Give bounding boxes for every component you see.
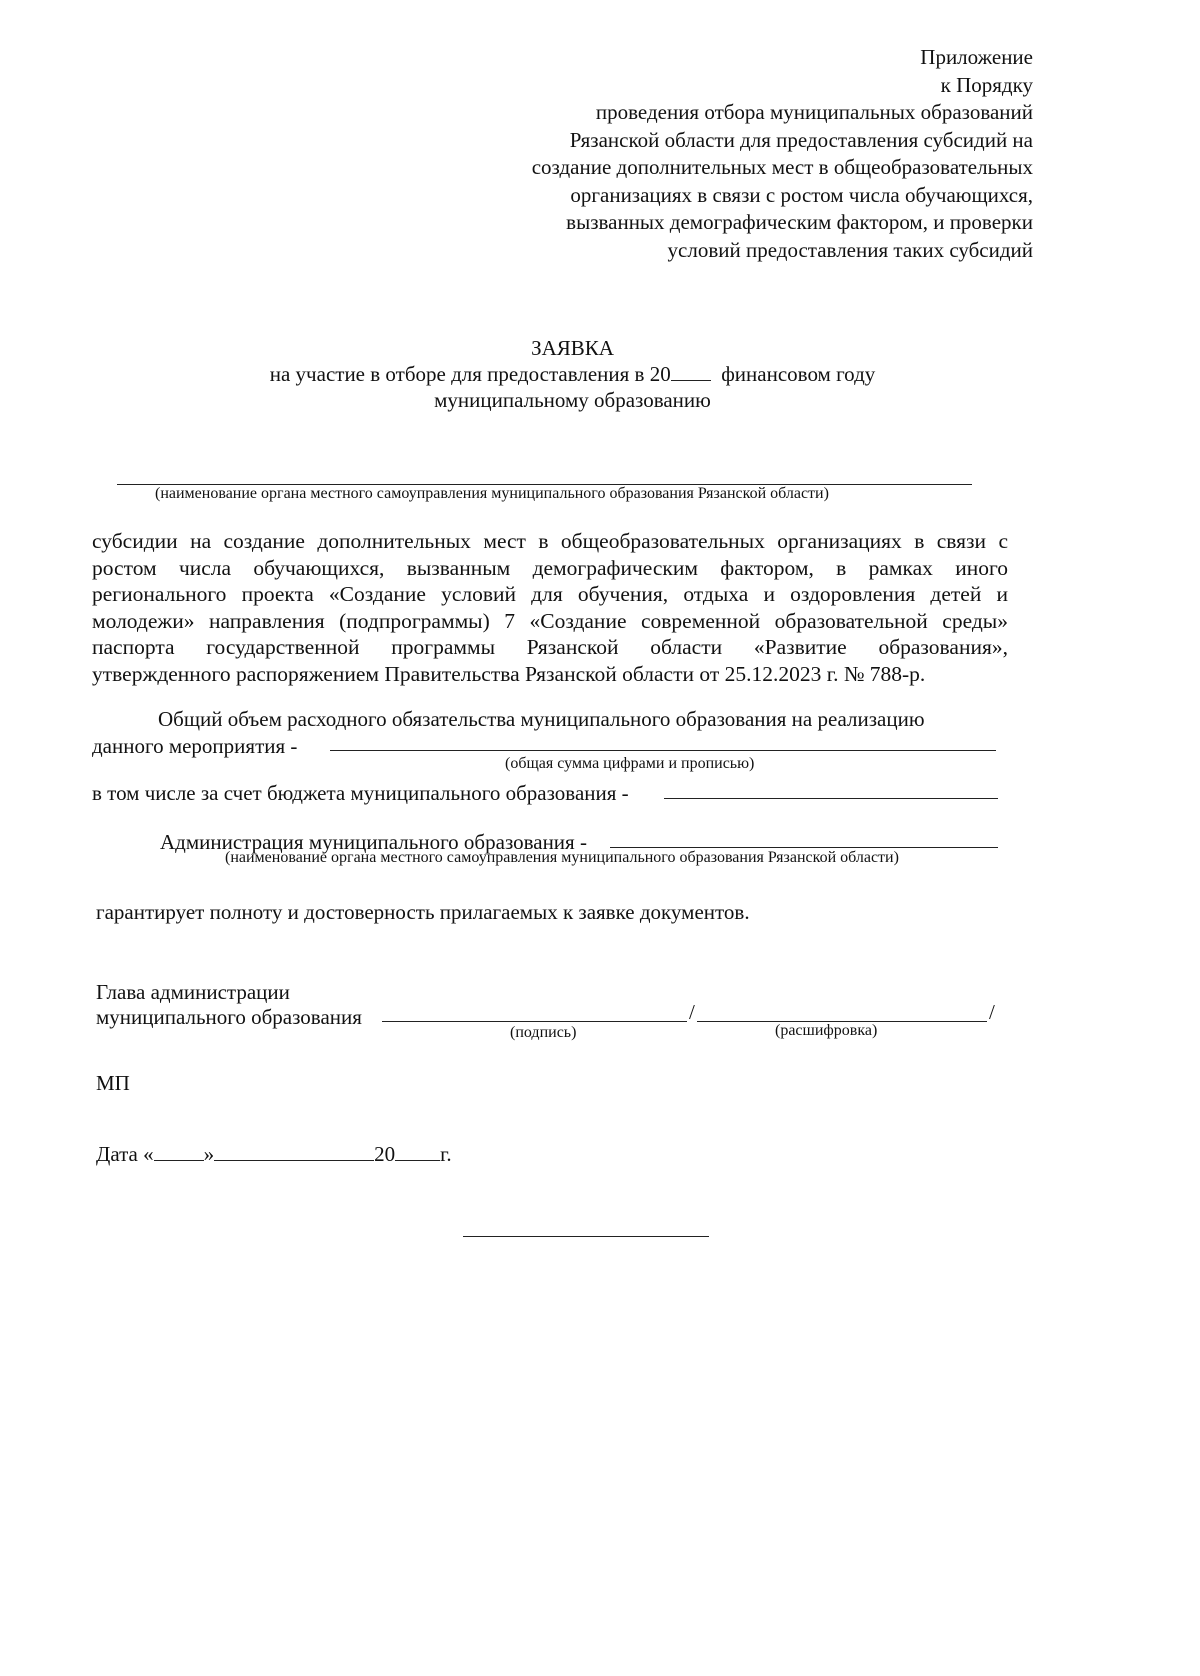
budget-line: в том числе за счет бюджета муниципального образования - xyxy=(92,781,629,805)
header-line: условий предоставления таких субсидий xyxy=(667,237,1033,262)
paragraph-line: утвержденного распоряжением Правительства Рязанской области от 25.12.2023 г. № 788-р. xyxy=(92,661,926,686)
head-title: Глава администрации xyxy=(96,980,290,1004)
caption-decode: (расшифровка) xyxy=(775,1022,878,1039)
header-line: создание дополнительных мест в общеобразовательных xyxy=(531,155,1033,179)
closing-separator xyxy=(463,1236,709,1237)
document-subtitle xyxy=(0,362,1145,387)
signature-blank xyxy=(382,1021,687,1022)
date-year-suffix: г. xyxy=(440,1142,452,1166)
slash-separator: / xyxy=(689,1000,695,1024)
main-paragraph xyxy=(92,528,1008,687)
head-title-2: муниципального образования xyxy=(96,1005,362,1029)
header-line: Приложение xyxy=(920,45,1033,69)
slash-separator-end: / xyxy=(989,1000,995,1024)
date-label: Дата « xyxy=(96,1142,154,1166)
budget-sum-blank xyxy=(664,798,998,799)
seal-label: МП xyxy=(96,1071,130,1095)
date-quote-close: » xyxy=(203,1142,215,1166)
header-line: организациях в связи с ростом числа обучающихся, xyxy=(570,182,1033,207)
volume-line-2: данного мероприятия - xyxy=(92,734,298,758)
total-sum-blank xyxy=(330,750,996,751)
admin-line: Администрация муниципального образования - xyxy=(160,830,587,854)
header-line: Рязанской области для предоставления субсидий на xyxy=(569,127,1033,152)
caption-org: (наименование органа местного самоуправления муниципального образования Рязанской области) xyxy=(155,485,829,502)
guarantee-text: гарантирует полноту и достоверность прилагаемых к заявке документов. xyxy=(96,900,750,924)
date-year-prefix: 20 xyxy=(374,1142,396,1166)
subtitle-prefix: на участие в отборе для предоставления в 20 xyxy=(269,362,671,386)
year-blank-date xyxy=(395,1142,440,1161)
day-blank xyxy=(154,1142,204,1161)
header-line: проведения отбора муниципальных образований xyxy=(595,100,1033,124)
date-line xyxy=(96,1142,452,1167)
paragraph-line: субсидии на создание дополнительных мест в общеобразовательных организациях в связи с xyxy=(92,529,1008,553)
document-title: ЗАЯВКА xyxy=(531,336,614,360)
document-subtitle-line2: муниципальному образованию xyxy=(434,388,711,412)
admin-name-blank xyxy=(610,847,998,848)
appendix-header xyxy=(532,44,1033,264)
subtitle-suffix: финансовом году xyxy=(721,362,876,386)
month-blank xyxy=(214,1142,374,1161)
header-line: вызванных демографическим фактором, и проверки xyxy=(566,210,1033,234)
year-blank xyxy=(671,362,711,381)
volume-line: Общий объем расходного обязательства муниципального образования на реализацию xyxy=(158,707,925,731)
paragraph-line: молодежи» направления (подпрограммы) 7 «Создание современной образовательной среды» xyxy=(92,608,1008,633)
paragraph-line: регионального проекта «Создание условий для обучения, отдыха и оздоровления детей и xyxy=(92,582,1008,606)
caption-admin: (наименование органа местного самоуправления муниципального образования Рязанской области) xyxy=(225,849,899,866)
header-line: к Порядку xyxy=(940,72,1033,97)
caption-signature: (подпись) xyxy=(510,1024,577,1041)
paragraph-line: паспорта государственной программы Рязанской области «Развитие образования», xyxy=(92,635,1008,659)
caption-sum: (общая сумма цифрами и прописью) xyxy=(505,755,755,772)
paragraph-line: ростом числа обучающихся, вызванным демографическим фактором, в рамках иного xyxy=(92,555,1008,580)
